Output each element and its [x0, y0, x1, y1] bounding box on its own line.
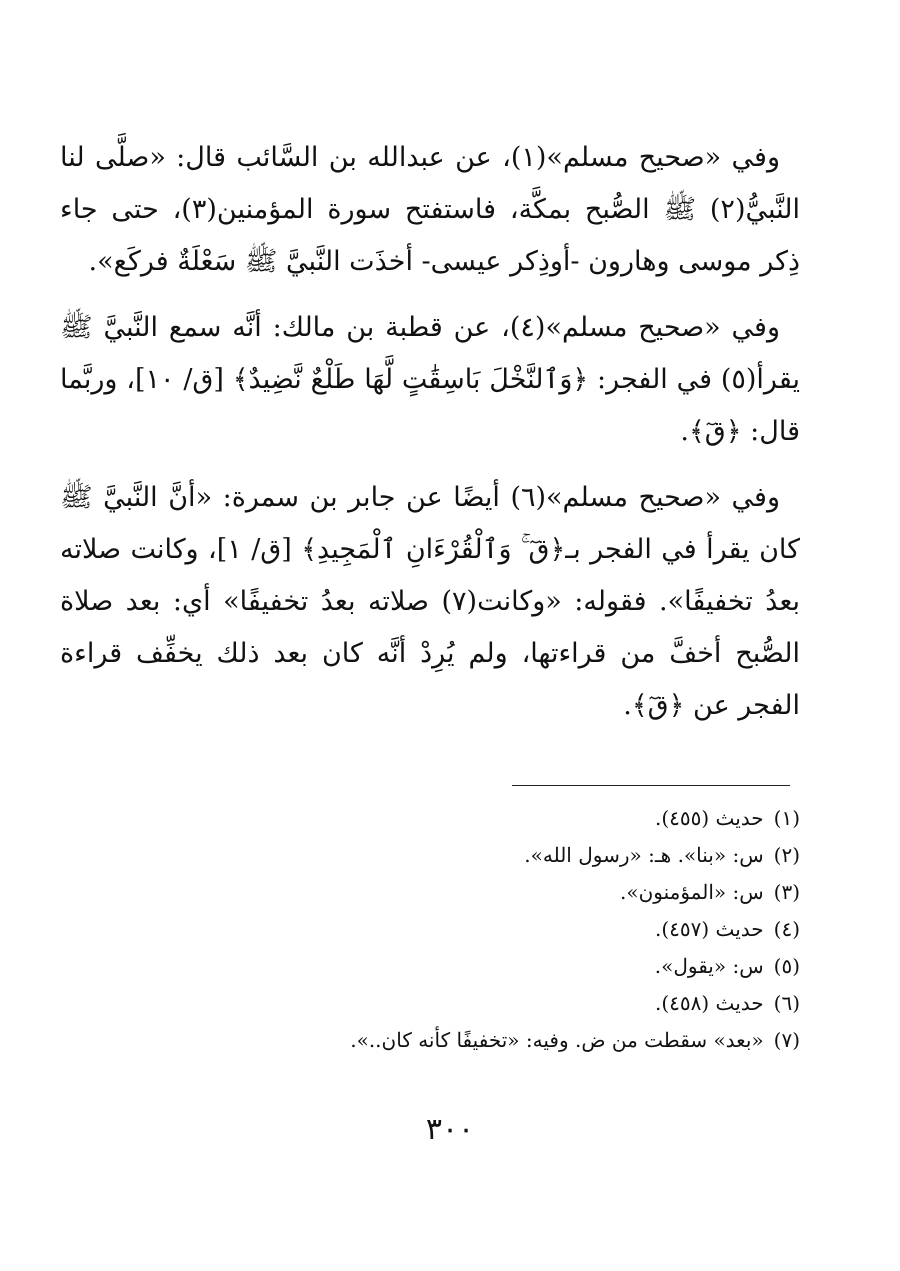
footnote-text: حديث (٤٥٥).	[654, 806, 764, 830]
paragraph-2: وفي «صحيح مسلم»(٤)، عن قطبة بن مالك: أنَّه سمع النَّبيَّ ﷺ يقرأ(٥) في الفجر: ﴿وَٱلنَّخْلَ بَاسِقَٰتٍ لَّهَا طَلْعٌ نَّضِيدٌ﴾ [ق/ ١٠]، وربَّما قال: ﴿قٓ﴾.	[60, 312, 800, 447]
footnote-text: حديث (٤٥٧).	[654, 917, 764, 941]
footnote-number: (٧)	[773, 1028, 800, 1052]
footnote-number: (٢)	[773, 843, 800, 867]
footnote-number: (٦)	[773, 991, 800, 1015]
paragraph-1: وفي «صحيح مسلم»(١)، عن عبدالله بن السَّائب قال: «صلَّى لنا النَّبيُّ(٢) ﷺ الصُّبح بمكَّة، فاستفتح سورة المؤمنين(٣)، حتى جاء ذِكر موسى وهارون -أوذِكر عيسى- أخذَت النَّبيَّ ﷺ سَعْلَةٌ فركَع».	[60, 142, 800, 277]
footnotes-list	[60, 800, 800, 1059]
footnote-4	[60, 911, 800, 948]
footnote-2	[60, 837, 800, 874]
footnote-5	[60, 948, 800, 985]
footnote-6	[60, 985, 800, 1022]
footnote-number: (١)	[773, 806, 800, 830]
footnote-3	[60, 874, 800, 911]
footnote-7	[60, 1022, 800, 1059]
footnote-text: س: «يقول».	[654, 954, 764, 978]
footnote-text: «بعد» سقطت من ض. وفيه: «تخفيفًا كأنه كان..».	[350, 1028, 764, 1052]
page-number: ٣٠٠	[425, 1112, 475, 1147]
footnote-separator	[512, 785, 790, 786]
footnote-text: س: «بنا». هـ: «رسول الله».	[524, 843, 764, 867]
footnote-text: س: «المؤمنون».	[619, 880, 764, 904]
footnote-text: حديث (٤٥٨).	[654, 991, 764, 1015]
footnote-number: (٥)	[773, 954, 800, 978]
main-text	[60, 132, 800, 746]
footnote-number: (٤)	[773, 917, 800, 941]
footnote-1	[60, 800, 800, 837]
paragraph-3: وفي «صحيح مسلم»(٦) أيضًا عن جابر بن سمرة: «أنَّ النَّبيَّ ﷺ كان يقرأ في الفجر بـ﴿قٓ ۚ وَٱلْقُرْءَانِ ٱلْمَجِيدِ﴾ [ق/ ١]، وكانت صلاته بعدُ تخفيفًا». فقوله: «وكانت(٧) صلاته بعدُ تخفيفًا» أي: بعد صلاة الصُّبح أخفَّ من قراءتها، ولم يُرِدْ أنَّه كان بعد ذلك يخفِّف قراءة الفجر عن ﴿قٓ﴾.	[60, 482, 800, 721]
footnote-number: (٣)	[773, 880, 800, 904]
